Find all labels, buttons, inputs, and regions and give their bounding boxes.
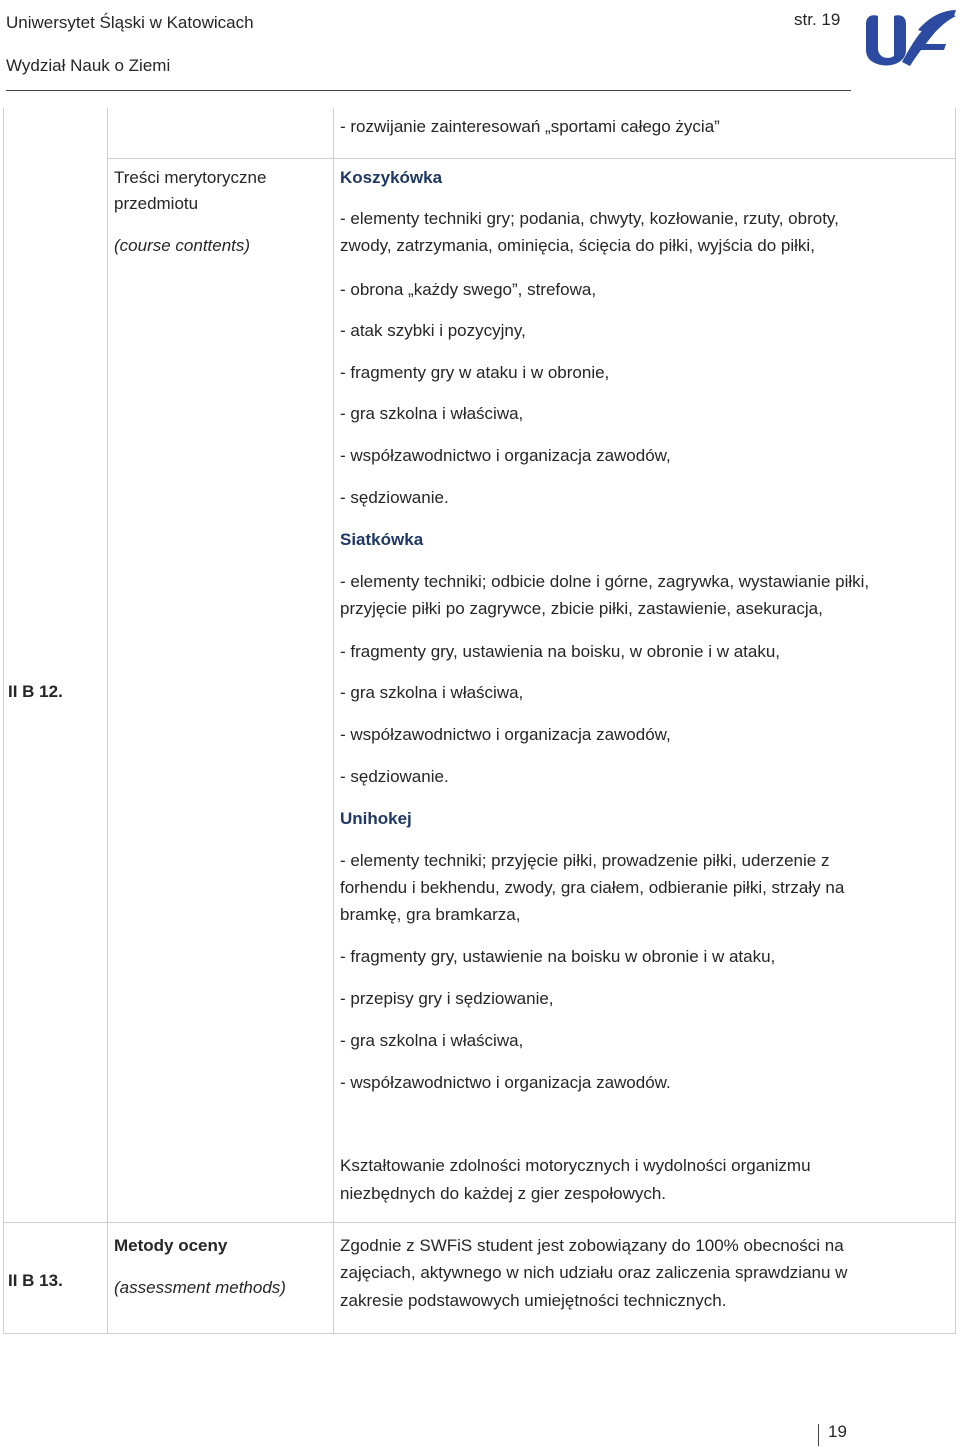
list-item: - fragmenty gry, ustawienie na boisku w obronie i w ataku, bbox=[340, 947, 776, 966]
table-border-left bbox=[3, 108, 4, 1334]
university-logo-icon bbox=[862, 4, 958, 74]
university-name: Uniwersytet Śląski w Katowicach bbox=[6, 13, 254, 32]
list-item: - sędziowanie. bbox=[340, 488, 449, 507]
list-item: forhendu i bekhendu, zwody, gra ciałem, odbieranie piłki, strzały na bbox=[340, 878, 845, 897]
page-label: str. 19 bbox=[794, 10, 841, 29]
section-title-basketball: Koszykówka bbox=[340, 168, 443, 187]
list-item: bramkę, gra bramkarza, bbox=[340, 905, 521, 924]
list-item: zwody, zatrzymania, ominięcia, ścięcia do piłki, wyjścia do piłki, bbox=[340, 236, 815, 255]
footer-divider bbox=[818, 1424, 819, 1446]
list-item: - fragmenty gry, ustawienia na boisku, w obronie i w ataku, bbox=[340, 642, 781, 661]
table-border-bottom bbox=[3, 1333, 956, 1334]
row-label-12-line1: Treści merytoryczne bbox=[114, 168, 267, 187]
goal-line: - rozwijanie zainteresowań „sportami całego życia” bbox=[340, 117, 720, 136]
column-divider-1 bbox=[107, 108, 108, 1334]
page-number: 19 bbox=[828, 1422, 847, 1441]
list-item: - elementy techniki gry; podania, chwyty, kozłowanie, rzuty, obroty, bbox=[340, 209, 839, 228]
column-divider-2 bbox=[333, 108, 334, 1334]
page-header bbox=[6, 10, 254, 79]
row-label-12-line2: przedmiotu bbox=[114, 194, 199, 213]
list-item: - elementy techniki; odbicie dolne i górne, zagrywka, wystawianie piłki, bbox=[340, 572, 870, 591]
list-item: - gra szkolna i właściwa, bbox=[340, 404, 524, 423]
row-label-13-en: (assessment methods) bbox=[114, 1278, 286, 1297]
row-label-12-en: (course conttents) bbox=[114, 236, 251, 255]
list-item: - gra szkolna i właściwa, bbox=[340, 683, 524, 702]
row-divider-mid bbox=[3, 1222, 956, 1223]
row-label-13: Metody oceny bbox=[114, 1236, 228, 1255]
list-item: - gra szkolna i właściwa, bbox=[340, 1031, 524, 1050]
assessment-line: zajęciach, aktywnego w nich udziału oraz zaliczenia sprawdzianu w bbox=[340, 1263, 848, 1282]
section-title-volleyball: Siatkówka bbox=[340, 530, 424, 549]
list-item: - współzawodnictwo i organizacja zawodów. bbox=[340, 1073, 671, 1092]
list-item: - współzawodnictwo i organizacja zawodów, bbox=[340, 725, 671, 744]
faculty-name: Wydział Nauk o Ziemi bbox=[6, 56, 171, 75]
list-item: - atak szybki i pozycyjny, bbox=[340, 321, 526, 340]
list-item: - fragmenty gry w ataku i w obronie, bbox=[340, 363, 610, 382]
list-item: - elementy techniki; przyjęcie piłki, prowadzenie piłki, uderzenie z bbox=[340, 851, 830, 870]
row-code-13: II B 13. bbox=[8, 1271, 63, 1290]
section-title-floorball: Unihokej bbox=[340, 809, 412, 828]
row-code-12: II B 12. bbox=[8, 682, 63, 701]
list-item: - przepisy gry i sędziowanie, bbox=[340, 989, 554, 1008]
closing-line: Kształtowanie zdolności motorycznych i wydolności organizmu bbox=[340, 1156, 811, 1175]
assessment-line: Zgodnie z SWFiS student jest zobowiązany do 100% obecności na bbox=[340, 1236, 844, 1255]
header-rule bbox=[6, 90, 851, 91]
closing-line: niezbędnych do każdej z gier zespołowych. bbox=[340, 1184, 667, 1203]
row-divider-top bbox=[107, 158, 956, 159]
list-item: - obrona „każdy swego”, strefowa, bbox=[340, 280, 597, 299]
list-item: - sędziowanie. bbox=[340, 767, 449, 786]
assessment-line: zakresie podstawowych umiejętności technicznych. bbox=[340, 1291, 727, 1310]
list-item: przyjęcie piłki po zagrywce, zbicie piłki, zastawienie, asekuracja, bbox=[340, 599, 823, 618]
list-item: - współzawodnictwo i organizacja zawodów, bbox=[340, 446, 671, 465]
table-border-right bbox=[955, 108, 956, 1334]
